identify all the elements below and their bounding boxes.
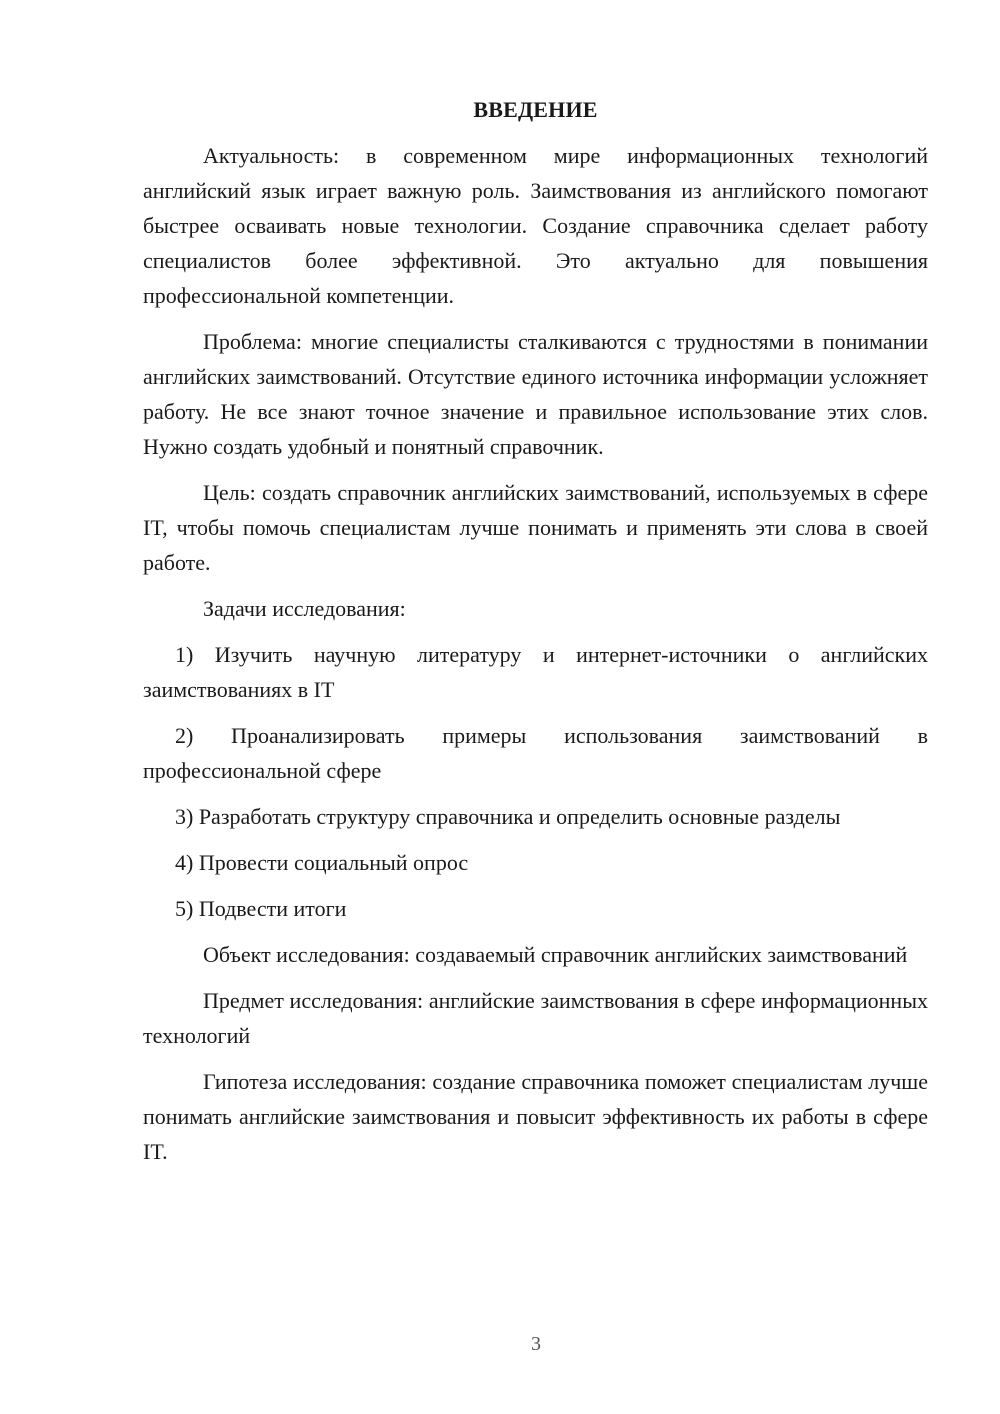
paragraph-hypothesis: Гипотеза исследования: создание справочника поможет специалистам лучше понимать английские заимствования и повысит эффективность их работы в сфере IT. <box>143 1069 928 1164</box>
task-item-5: 5) Подвести итоги <box>175 896 347 921</box>
paragraph-problem: Проблема: многие специалисты сталкиваются с трудностями в понимании английских заимствований. Отсутствие единого источника информации усложняет работу. Не все знают точное значение и правильное использование этих слов. Нужно создать удобный и понятный справочник. <box>143 329 928 459</box>
paragraph-object: Объект исследования: создаваемый справочник английских заимствований <box>203 942 908 967</box>
paragraph-goal: Цель: создать справочник английских заимствований, используемых в сфере IT, чтобы помочь специалистам лучше понимать и применять эти слова в своей работе. <box>143 480 928 575</box>
task-item-1: 1) Изучить научную литературу и интернет-источники о английских заимствованиях в IT <box>143 642 928 702</box>
page-body <box>143 94 928 1169</box>
paragraph-subject: Предмет исследования: английские заимствования в сфере информационных технологий <box>143 988 928 1048</box>
tasks-title: Задачи исследования: <box>203 596 406 621</box>
page-title: ВВЕДЕНИЕ <box>473 97 598 122</box>
task-item-2: 2) Проанализировать примеры использования заимствований в профессиональной сфере <box>143 723 928 783</box>
paragraph-relevance: Актуальность: в современном мире информационных технологий английский язык играет важную роль. Заимствования из английского помогают быстрее осваивать новые технологии. Создание справочника сделает работу специалистов более эффективной. Это актуально для повышения профессиональной компетенции. <box>143 143 928 308</box>
task-item-4: 4) Провести социальный опрос <box>175 850 469 875</box>
page-number: 3 <box>531 1333 541 1355</box>
task-item-3: 3) Разработать структуру справочника и определить основные разделы <box>175 804 841 829</box>
